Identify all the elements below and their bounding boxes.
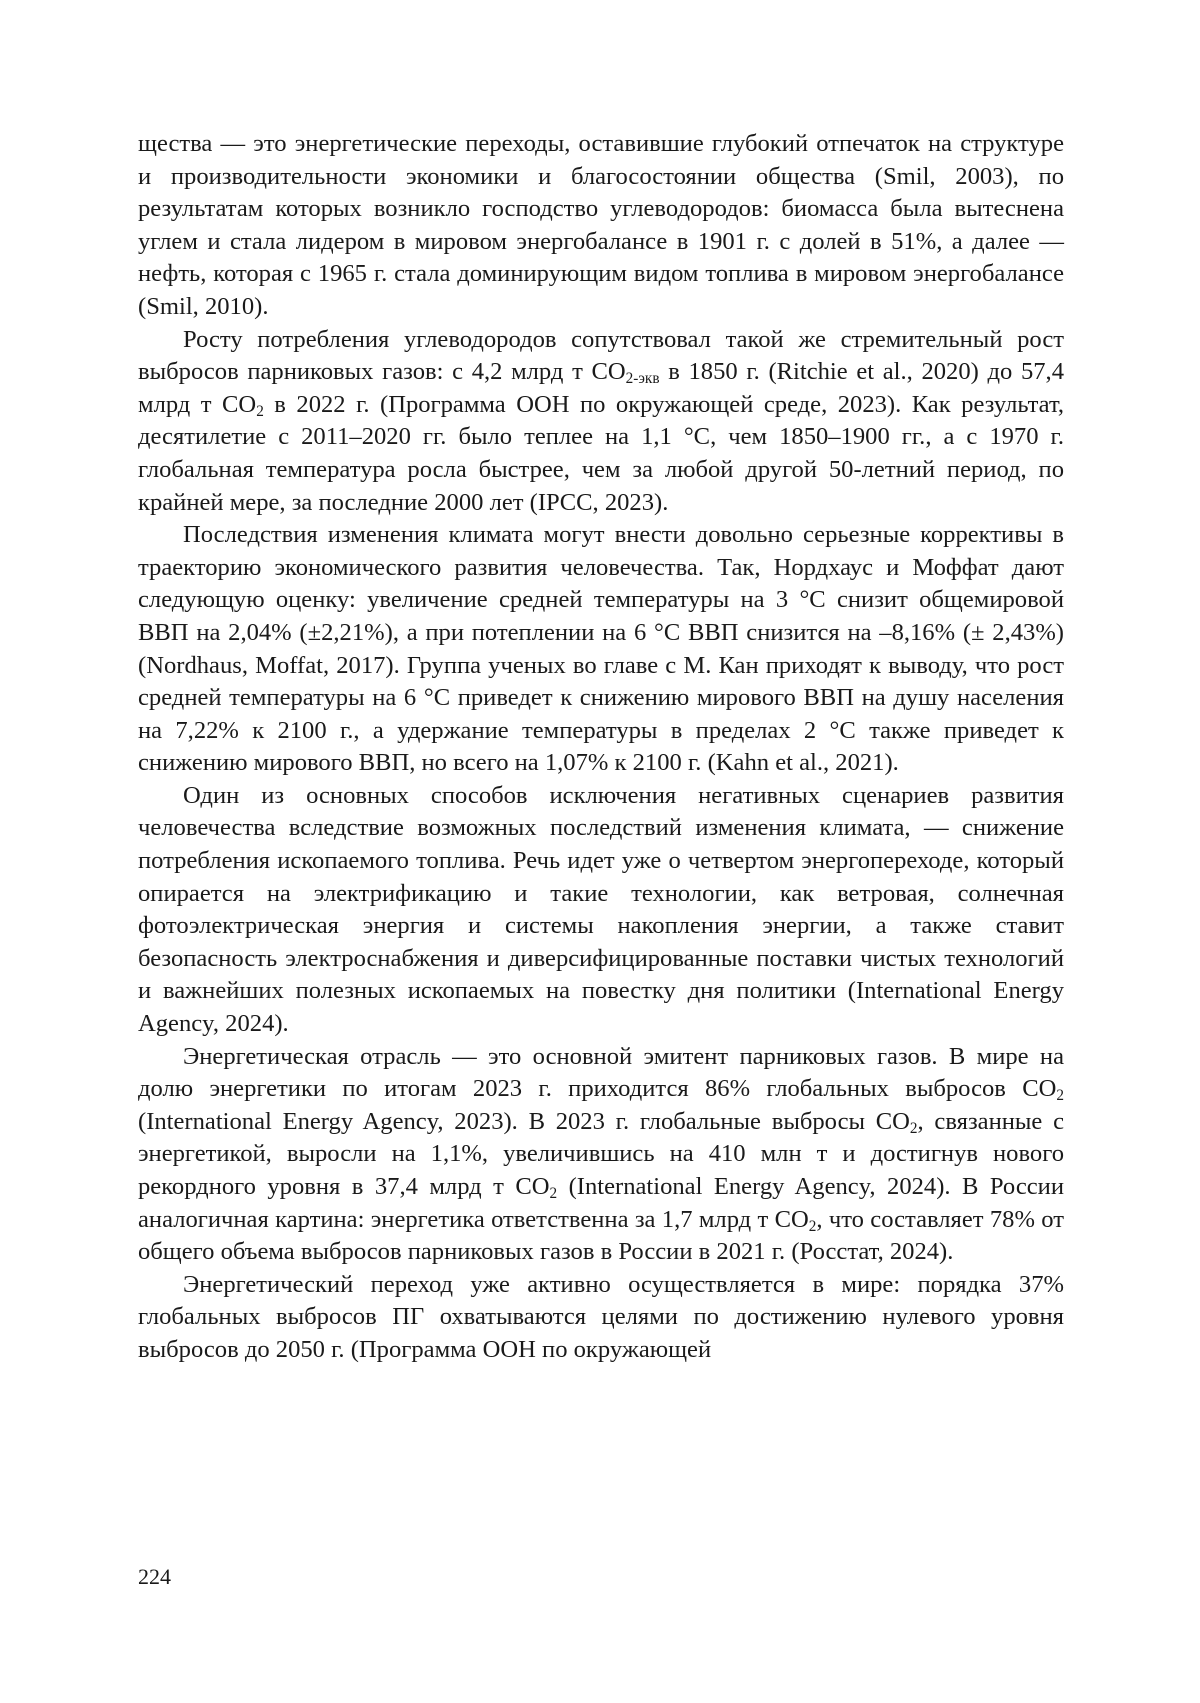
subscript: 2 — [256, 402, 264, 420]
text-run: в 2022 г. (Программа ООН по окружающей среде, 2023). Как результат, десятилетие с 2011–2020 гг. было теплее на 1,1 °C, чем 1850–1900 гг., а с 1970 г. глобальная температура росла быстрее, чем за любой другой 50-летний период, по крайней мере, за последние 2000 лет (IPCC, 2023). — [138, 390, 1065, 516]
subscript: 2-экв — [625, 369, 660, 387]
text-run: , что составляет 78% от общего объема выбросов парниковых газов в России в 2021 г. (Росстат, 2024). — [138, 1205, 1064, 1266]
text-run: Энергетическая отрасль — это основной эмитент парниковых газов. В мире на долю энергетики по итогам 2023 г. приходится 86% глобальных выбросов CO — [138, 1042, 1064, 1103]
text-run: (International Energy Agency, 2024). В России аналогичная картина: энергетика ответственна за 1,7 млрд т CO — [138, 1173, 1064, 1233]
text-run: щества — это энергетические переходы, оставившие глубокий отпечаток на структуре и производительности экономики и благосостоянии общества (Smil, 2003), по результатам которых возникло господство углеводородов: биомасса была вытеснена углем и стала лидером в мировом энергобалансе в 1901 г. с долей в 51%, а далее — нефть, которая с 1965 г. стала доминирующим видом топлива в мировом энергобалансе (Smil, 2010). — [138, 130, 1064, 320]
text-run: Энергетический переход уже активно осуществляется в мире: порядка 37% глобальных выбросов ПГ охватываются целями по достижению нулевого уровня выбросов до 2050 г. (Программа ООН по окружающей — [138, 1270, 1064, 1363]
subscript: 2 — [549, 1184, 558, 1202]
text-run: , связанные с энергетикой, выросли на 1,1%, увеличившись на 410 млн т и достигнув нового рекордного уровня в 37,4 млрд т CO — [138, 1107, 1064, 1200]
subscript: 2 — [1056, 1087, 1064, 1105]
text-run: Росту потребления углеводородов сопутствовал такой же стремительный рост выбросов парниковых газов: с 4,2 млрд т CO — [138, 325, 1064, 386]
text-run: (International Energy Agency, 2023). В 2023 г. глобальные выбросы CO — [138, 1107, 910, 1135]
text-run: Один из основных способов исключения негативных сценариев развития человечества вследствие возможных последствий изменения климата, — снижение потребления ископаемого топлива. Речь идет уже о четвертом энергопереходе, который опирается на электрификацию и такие технологии, как ветровая, солнечная фотоэлектрическая энергия и системы накопления энергии, а также ставит безопасность электроснабжения и диверсифицированные поставки чистых технологий и важнейших полезных ископаемых на повестку дня политики (International Energy Agency, 2024). — [138, 781, 1064, 1038]
subscript: 2 — [808, 1217, 817, 1235]
paragraph — [138, 128, 1064, 324]
text-run: Последствия изменения климата могут внести довольно серьезные коррективы в траекторию экономического развития человечества. Так, Нордхаус и Моффат дают следующую оценку: увеличение средней температуры на 3 °C снизит общемировой ВВП на 2,04% (±2,21%), а при потеплении на 6 °C ВВП снизится на –8,16% (± 2,43%) (Nordhaus, Moffat, 2017). Группа ученых во главе с М. Кан приходят к выводу, что рост средней температуры на 6 °C приведет к снижению мирового ВВП на душу населения на 7,22% к 2100 г., а удержание температуры в пределах 2 °C также приведет к снижению мирового ВВП, но всего на 1,07% к 2100 г. (Kahn et al., 2021). — [138, 521, 1064, 777]
paragraph — [138, 780, 1064, 1041]
paragraph — [138, 1269, 1064, 1367]
body-text — [138, 128, 1064, 1367]
subscript: 2 — [909, 1119, 918, 1137]
paragraph — [138, 1041, 1064, 1269]
page-number: 224 — [138, 1564, 171, 1589]
paragraph — [138, 519, 1064, 780]
paragraph — [138, 324, 1064, 520]
text-run: в 1850 г. (Ritchie et al., 2020) до 57,4 млрд т CO — [138, 358, 1065, 418]
